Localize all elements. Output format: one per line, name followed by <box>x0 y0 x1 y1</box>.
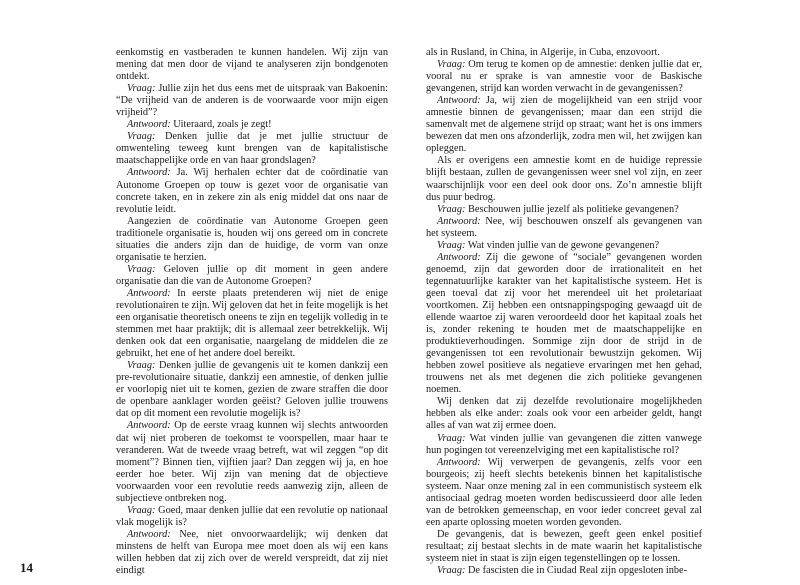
paragraph <box>426 59 702 95</box>
paragraph-text: als in Rusland, in China, in Algerije, in Cuba, enzovoort. <box>426 47 660 58</box>
paragraph <box>426 240 702 252</box>
speaker-label: Antwoord: <box>127 528 171 540</box>
paragraph-text: Ja, wij zien de mogelijkheid van een strijd voor amnestie binnen de gevangenissen; maar dan een strijd die samenvalt met de algemene strijd op straat; want het is ons immers bewezen dat men ons afzonderlijk, zodra men wil, het zwijgen kan opleggen. <box>426 95 702 155</box>
paragraph-text: Nee, niet onvoorwaardelijk; wij denken dat minstens de helft van Europa mee moet doen als wij een kans willen hebben dat zij zich over de wereld verspreidt, dat zij niet eindigt <box>116 528 389 577</box>
paragraph <box>426 529 702 565</box>
speaker-label: Antwoord: <box>127 420 171 432</box>
paragraph-text: Aangezien de coördinatie van Autonome Groepen geen traditionele organisatie is, houden wij ons gereed om in concrete situaties die anders zijn dan de huidige, de vorm van onze organisatie te herzien. <box>116 215 388 263</box>
paragraph <box>116 529 388 577</box>
paragraph-text: Nee, wij beschouwen onszelf als gevangenen van het systeem. <box>426 215 702 239</box>
paragraph <box>116 420 388 504</box>
paragraph-text: eenkomstig en vastberaden te kunnen handelen. Wij zijn van mening dat men door de vijand te analyseren zijn bondgenoten ontdekt. <box>116 47 388 83</box>
paragraph-text: De gevangenis, dat is bewezen, geeft geen enkel positief resultaat; zij bestaat slechts in de mate waarin het kapitalistische systeem niet in staat is zijn eigen tegenstellingen op te lossen. <box>426 528 702 564</box>
paragraph <box>426 216 702 240</box>
speaker-label: Vraag: <box>127 83 156 95</box>
paragraph <box>116 119 388 131</box>
speaker-label: Vraag: <box>437 59 466 71</box>
paragraph-text: Beschouwen jullie jezelf als politieke gevangenen? <box>468 203 679 215</box>
paragraph-text: Denken jullie dat je met jullie structuur de omwenteling teweeg kunt brengen van de kapitalistische maatschappelijke orde en van haar grondslagen? <box>116 131 388 167</box>
paragraph <box>426 433 702 457</box>
speaker-label: Antwoord: <box>127 287 171 299</box>
paragraph <box>116 167 388 215</box>
paragraph <box>426 565 702 577</box>
paragraph-text: Jullie zijn het dus eens met de uitspraak van Bakoenin: “De vrijheid van de anderen is de voorwaarde voor mijn eigen vrijheid”? <box>116 83 388 119</box>
speaker-label: Antwoord: <box>437 456 481 468</box>
paragraph <box>116 216 388 264</box>
paragraph-text: Wat vinden jullie van de gewone gevangenen? <box>467 239 660 251</box>
paragraph-text: Als er overigens een amnestie komt en de huidige repressie blijft bestaan, zullen de gevangenissen weer snel vol zijn, en zeer waarschijnlijk voor een deel ook door ons. Zo’n amnestie blijft dus puur bedrog. <box>426 155 702 203</box>
speaker-label: Vraag: <box>437 565 466 577</box>
paragraph-text: Goed, maar denken jullie dat een revolutie op nationaal vlak mogelijk is? <box>116 504 388 528</box>
paragraph-text: Wij verwerpen de gevangenis, zelfs voor een bourgeois; zij heeft slechts betekenis binnen het kapitalistische systeem. Naar onze mening zal in een communistisch systeem elk antisociaal gedrag moeten worden bediscussieerd door alle leden van de betrokken gemeenschap, en voor ieder concreet geval zal een aparte oplossing moeten worden gevonden. <box>426 456 702 528</box>
left-column <box>116 47 388 577</box>
speaker-label: Vraag: <box>127 131 156 143</box>
paragraph-text: Om terug te komen op de amnestie: denken jullie dat er, vooral nu er sprake is van amnestie voor de Baskische gevangenen, strijd kan worden verwacht in de gevangenissen? <box>426 59 702 95</box>
speaker-label: Antwoord: <box>437 95 481 107</box>
paragraph <box>116 505 388 529</box>
paragraph <box>116 83 388 119</box>
paragraph <box>426 204 702 216</box>
paragraph <box>426 457 702 529</box>
paragraph <box>426 252 702 397</box>
speaker-label: Vraag: <box>437 203 466 215</box>
speaker-label: Antwoord: <box>437 251 481 263</box>
paragraph <box>116 360 388 420</box>
paragraph <box>116 264 388 288</box>
paragraph-text: Ja. Wij herhalen echter dat de coördinatie van Autonome Groepen op touw is gezet voor de organisatie van concrete taken, en in zekere zin als enig middel dat ons naar de revolutie leidt. <box>116 167 388 215</box>
paragraph-text: Denken jullie de gevangenis uit te komen dankzij een pre-revolutionaire situatie, dankzij een amnestie, of denken jullie er voorlopig niet uit te komen, gezien de zware straffen die door de openbare aanklager worden geëist? Geloven jullie trouwens dat op dit moment een revolutie mogelijk is? <box>116 360 388 420</box>
paragraph-text: Wat vinden jullie van gevangenen die zitten vanwege hun pogingen tot vereenzelviging met een kapitalistische rol? <box>426 432 702 456</box>
speaker-label: Vraag: <box>127 504 156 516</box>
paragraph-text: De fascisten die in Ciudad Real zijn opgesloten inbe- <box>468 565 688 577</box>
speaker-label: Antwoord: <box>127 119 171 131</box>
speaker-label: Antwoord: <box>127 167 171 179</box>
paragraph-text: Uiteraard, zoals je zegt! <box>173 119 272 131</box>
paragraph <box>426 47 702 59</box>
speaker-label: Antwoord: <box>437 215 481 227</box>
right-column <box>426 47 702 577</box>
speaker-label: Vraag: <box>437 432 466 444</box>
paragraph <box>426 95 702 155</box>
paragraph <box>116 288 388 360</box>
paragraph <box>426 155 702 203</box>
paragraph <box>116 131 388 167</box>
paragraph-text: Op de eerste vraag kunnen wij slechts antwoorden dat wij niet proberen de toekomst te voorspellen, maar haar te veranderen. Wat de tweede vraag betreft, wat wil zeggen “op dit moment”? Binnen tien, vijftien jaar? Dan zeggen wij ja, en hoe eerder hoe beter. Wij zijn van mening dat de objectieve voorwaarden voor een revolutie reeds aanwezig zijn, alleen de subjectieve ontbreken nog. <box>116 420 388 504</box>
paragraph-text: In eerste plaats pretenderen wij niet de enige revolutionairen te zijn. Wij geloven dat het in feite mogelijk is het een organisatie theoretisch oneens te zijn en tegelijk volledig in te stemmen met haar praktijk; dit is allemaal zeer betrekkelijk. Wij denken ook dat een organisatie, naargelang de middelen die ze gebruikt, het ene of het andere doel bereikt. <box>116 287 388 360</box>
paragraph <box>426 396 702 432</box>
paragraph-text: Wij denken dat zij dezelfde revolutionaire mogelijkheden hebben als elke ander: zoals ook voor een arbeider geldt, hangt alles af van wat zij ermee doen. <box>426 396 702 432</box>
paragraph <box>116 47 388 83</box>
speaker-label: Vraag: <box>127 360 156 372</box>
page-number: 14 <box>20 560 33 575</box>
speaker-label: Vraag: <box>437 239 466 251</box>
paragraph-text: Geloven jullie op dit moment in geen andere organisatie dan die van de Autonome Groepen? <box>116 263 388 287</box>
paragraph-text: Zij die gewone of “sociale” gevangenen worden genoemd, zijn dat geworden door de irrationaliteit en het tegennatuurlijke karakter van het kapitalistische systeem. Het is geen toeval dat zij voor het merendeel uit het proletariaat voortkomen. Zij hebben een ontsnappingspoging gewaagd uit de ellende waartoe zij waren veroordeeld door het kapitaal zoals het is, zonder rekening te houden met de maatschappelijke en produktieverhoudingen. Sommige zijn door de strijd in de gevangenissen tot een revolutionair bewustzijn gekomen. Wij hebben zowel positieve als negatieve ervaringen met hen gehad, trouwens net als met degenen die zich politieke gevangenen noemen. <box>426 251 702 396</box>
speaker-label: Vraag: <box>127 263 156 275</box>
